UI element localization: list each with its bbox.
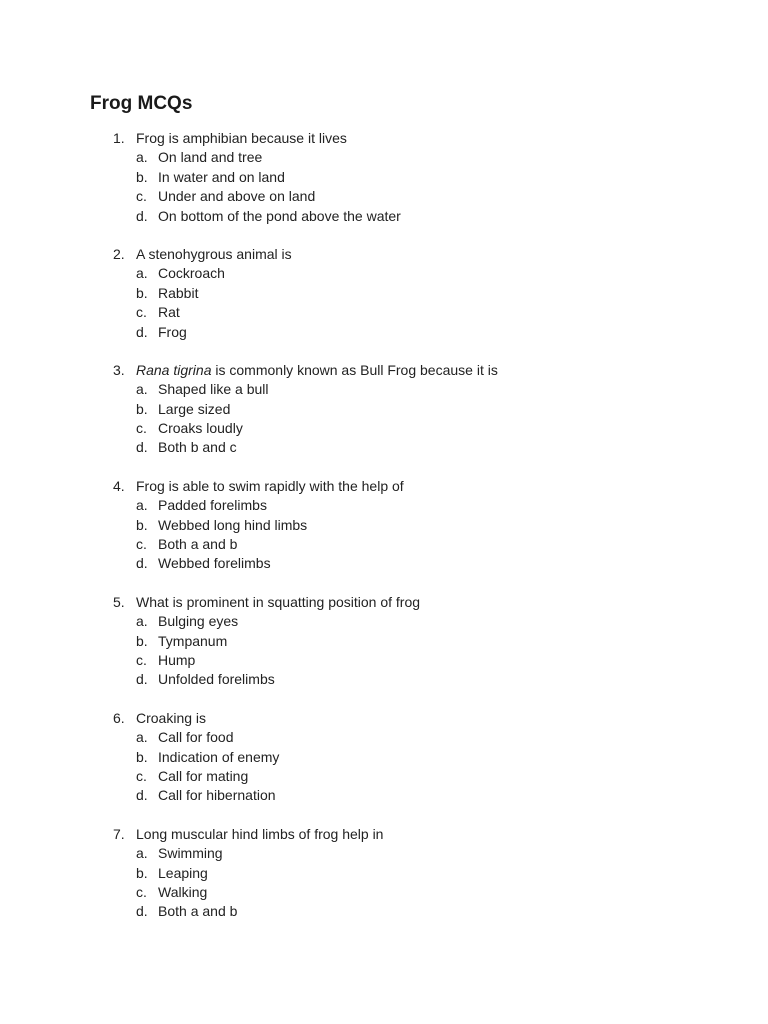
option-text: Leaping [158, 864, 208, 881]
option-list [0, 612, 768, 690]
option-letter: c. [136, 304, 147, 321]
option-text: In water and on land [158, 168, 285, 185]
question-number: 3. [113, 361, 125, 378]
option-list [0, 148, 768, 226]
question-stem [0, 593, 768, 612]
option-text: Call for food [158, 729, 234, 746]
option-a [0, 728, 768, 747]
option-text: Both a and b [158, 903, 238, 920]
option-text: Bulging eyes [158, 613, 239, 630]
question-text: What is prominent in squatting position of frog [136, 593, 421, 610]
option-d [0, 323, 768, 342]
option-list [0, 264, 768, 342]
option-letter: b. [136, 284, 148, 301]
option-letter: a. [136, 845, 148, 862]
question-number: 4. [113, 477, 125, 494]
option-letter: b. [136, 516, 148, 533]
question-stem [0, 477, 768, 496]
option-list [0, 496, 768, 574]
option-letter: c. [136, 767, 147, 784]
option-letter: b. [136, 864, 148, 881]
option-letter: d. [136, 323, 148, 340]
option-text: Rabbit [158, 284, 199, 301]
option-letter: d. [136, 787, 148, 804]
option-c [0, 651, 768, 670]
question-stem [0, 709, 768, 728]
option-b [0, 516, 768, 535]
option-a [0, 148, 768, 167]
option-text: Call for hibernation [158, 787, 276, 804]
option-text: Indication of enemy [158, 748, 280, 765]
option-letter: a. [136, 497, 148, 514]
question-stem [0, 245, 768, 264]
option-text: Both b and c [158, 439, 237, 456]
option-b [0, 400, 768, 419]
option-a [0, 264, 768, 283]
option-text: Unfolded forelimbs [158, 671, 275, 688]
option-letter: d. [136, 903, 148, 920]
option-text: Swimming [158, 845, 223, 862]
option-letter: c. [136, 536, 147, 553]
option-letter: d. [136, 439, 148, 456]
option-letter: c. [136, 420, 147, 437]
option-a [0, 844, 768, 863]
question-stem [0, 129, 768, 148]
option-d [0, 902, 768, 921]
option-list [0, 844, 768, 922]
option-letter: d. [136, 671, 148, 688]
option-b [0, 168, 768, 187]
option-b [0, 748, 768, 767]
option-a [0, 612, 768, 631]
option-c [0, 883, 768, 902]
option-letter: b. [136, 632, 148, 649]
option-text: Walking [158, 883, 208, 900]
option-letter: d. [136, 207, 148, 224]
option-text: Shaped like a bull [158, 381, 269, 398]
question-text: A stenohygrous animal is [136, 245, 292, 262]
option-letter: b. [136, 400, 148, 417]
option-d [0, 438, 768, 457]
option-text: Frog [158, 323, 187, 340]
option-c [0, 419, 768, 438]
option-a [0, 380, 768, 399]
option-a [0, 496, 768, 515]
option-c [0, 187, 768, 206]
option-text: Croaks loudly [158, 420, 243, 437]
option-d [0, 786, 768, 805]
option-text: Large sized [158, 400, 231, 417]
option-text: Under and above on land [158, 188, 316, 205]
option-letter: a. [136, 613, 148, 630]
option-text: Padded forelimbs [158, 497, 267, 514]
question-3 [0, 361, 768, 458]
option-letter: a. [136, 729, 148, 746]
option-d [0, 207, 768, 226]
question-5 [0, 593, 768, 690]
question-text: Frog is able to swim rapidly with the help of [136, 477, 404, 494]
question-text [136, 361, 498, 380]
question-number: 1. [113, 130, 125, 146]
question-text-rest: is commonly known as Bull Frog because it is [211, 361, 498, 378]
option-text: On bottom of the pond above the water [158, 207, 401, 224]
question-list [0, 129, 768, 941]
question-number: 7. [113, 825, 125, 842]
option-letter: a. [136, 381, 148, 398]
option-d [0, 554, 768, 573]
question-1 [0, 129, 768, 226]
option-b [0, 864, 768, 883]
question-7 [0, 825, 768, 922]
option-c [0, 303, 768, 322]
option-letter: b. [136, 168, 148, 185]
option-letter: d. [136, 555, 148, 572]
option-text: Cockroach [158, 265, 225, 282]
question-text: Long muscular hind limbs of frog help in [136, 825, 384, 842]
option-c [0, 535, 768, 554]
option-b [0, 632, 768, 651]
option-letter: c. [136, 188, 147, 205]
species-name: Rana tigrina [136, 361, 212, 378]
option-text: Call for mating [158, 767, 249, 784]
option-letter: a. [136, 265, 148, 282]
page-title: Frog MCQs [90, 93, 193, 114]
option-text: Webbed forelimbs [158, 555, 271, 572]
option-d [0, 670, 768, 689]
option-text: On land and tree [158, 149, 263, 166]
option-letter: c. [136, 651, 147, 668]
option-c [0, 767, 768, 786]
option-list [0, 728, 768, 806]
question-6 [0, 709, 768, 806]
option-text: Webbed long hind limbs [158, 516, 308, 533]
question-4 [0, 477, 768, 574]
question-stem [0, 361, 768, 380]
option-letter: b. [136, 748, 148, 765]
option-text: Both a and b [158, 536, 238, 553]
question-text: Frog is amphibian because it lives [136, 130, 347, 146]
question-stem [0, 825, 768, 844]
option-letter: c. [136, 883, 147, 900]
option-list [0, 380, 768, 458]
option-text: Tympanum [158, 632, 228, 649]
option-b [0, 284, 768, 303]
option-letter: a. [136, 149, 148, 166]
question-number: 2. [113, 245, 125, 262]
option-text: Rat [158, 304, 180, 321]
question-2 [0, 245, 768, 342]
option-text: Hump [158, 651, 196, 668]
question-number: 5. [113, 593, 125, 610]
question-number: 6. [113, 709, 125, 726]
question-text: Croaking is [136, 709, 207, 726]
